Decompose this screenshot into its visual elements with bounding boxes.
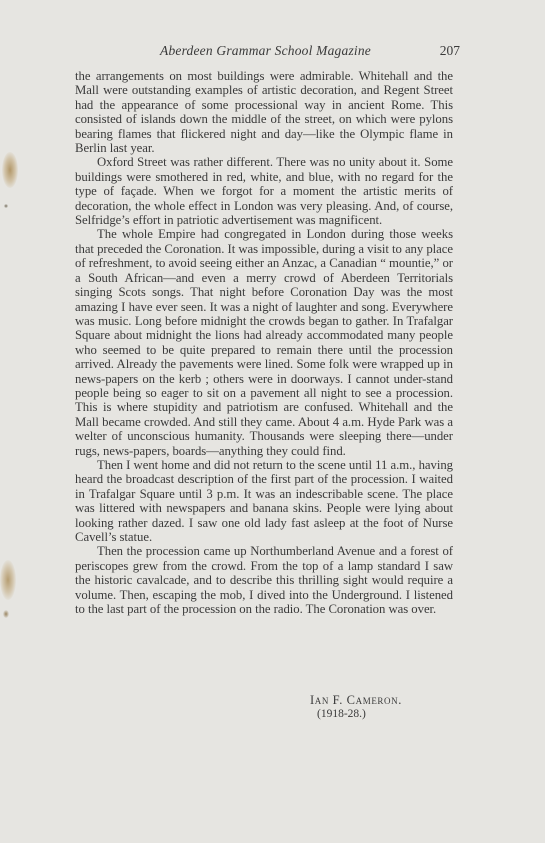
stain-mark [4, 204, 8, 208]
stain-mark [0, 560, 16, 600]
paragraph: Then I went home and did not return to the scene until 11 a.m., having heard the broadcast description of the first part of the procession. I waited in Trafalgar Square until 3 p.m. It was an indescribable scene. The place was littered with newspapers and banana skins. People were lying about looking rather dazed. I saw one old lady fast asleep at the foot of Nurse Cavell’s statue. [75, 457, 453, 544]
author-name: Ian F. Cameron. [310, 693, 402, 707]
page-number: 207 [439, 43, 460, 58]
author-signature [310, 693, 460, 721]
paragraph: The whole Empire had congregated in London during those weeks that preceded the Coronation. It was impossible, during a visit to any place of refreshment, to avoid seeing either an Anzac, a Canadian “ mountie,” or a South African—and even a merry crowd of Aberdeen Territorials singing Scots songs. That night before Coronation Day was the most amazing I have ever seen. It was a night of laughter and song. Everywhere was music. Long before midnight the crowds began to gather. In Trafalgar Square about midnight the lions had already accommodated many people who seemed to be quite prepared to remain there until the procession arrived. Already the pavements were lined. Some folk were wrapped up in news-papers on the kerb ; others were in doorways. I cannot under-stand people being so eager to sit on a pavement all night to see a procession. This is where stupidity and patriotism are confused. Whitehall and the Mall became crowded. And still they came. About 4 a.m. Hyde Park was a welter of unconscious humanity. Thousands were sleeping there—under rugs, news-papers, boards—anything they could find. [75, 227, 453, 458]
magazine-title: Aberdeen Grammar School Magazine [160, 43, 371, 58]
article-body [75, 69, 453, 616]
paragraph: Then the procession came up Northumberland Avenue and a forest of periscopes grew from the crowd. From the top of a lamp standard I saw the historic cavalcade, and to describe this thrilling sight would require a volume. Then, escaping the mob, I dived into the Underground. I listened to the last part of the procession on the radio. The Coronation was over. [75, 544, 453, 617]
paragraph: Oxford Street was rather different. There was no unity about it. Some buildings were smothered in red, white, and blue, with no regard for the type of façade. When we forgot for a moment the artistic merits of decoration, the whole effect in London was very pleasing. And, of course, Selfridge’s effort in patriotic advertisement was magnificent. [75, 155, 453, 228]
stain-mark [3, 610, 9, 618]
paragraph: the arrangements on most buildings were admirable. Whitehall and the Mall were outstanding examples of artistic decoration, and Regent Street had the appearance of some processional way in ancient Rome. This consisted of islands down the middle of the street, on which were pylons bearing flames that flickered night and day—like the Olympic flame in Berlin last year. [75, 69, 453, 156]
author-years: (1918-28.) [317, 708, 366, 720]
stain-mark [2, 152, 18, 188]
running-header [70, 43, 460, 63]
